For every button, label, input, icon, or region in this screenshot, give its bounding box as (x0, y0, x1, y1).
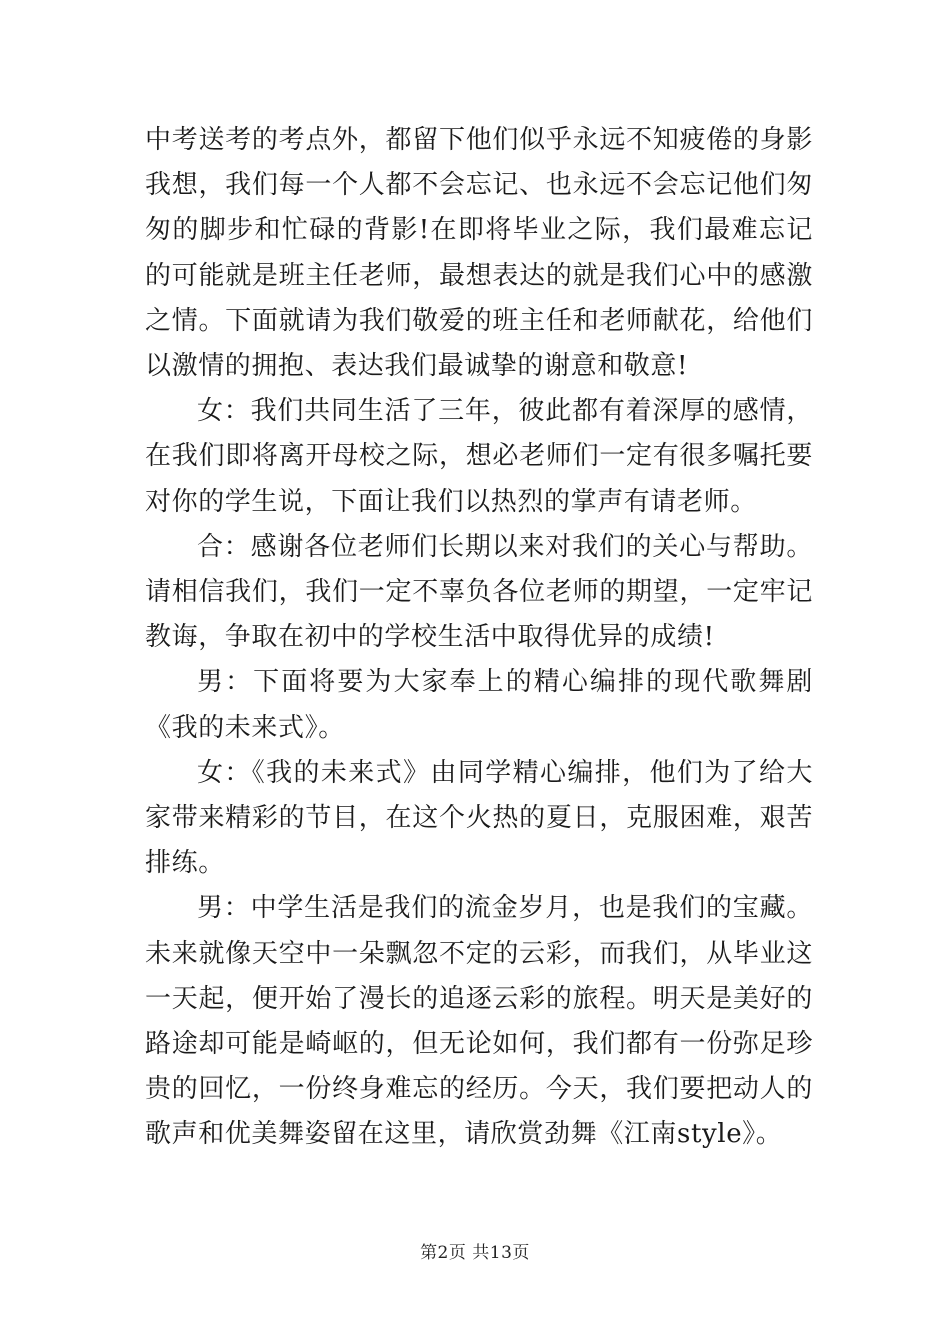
paragraph-male-host-1: 男：下面将要为大家奉上的精心编排的现代歌舞剧《我的未来式》。 (145, 667, 813, 743)
paragraph-male-host-2: 男：中学生活是我们的流金岁月，也是我们的宝藏。未来就像天空中一朵飘忽不定的云彩，而我们，从毕业这一天起，便开始了漫长的追逐云彩的旅程。明天是美好的路途却可能是崎岖的，但无论如何，我们都有一份弥足珍贵的回忆，一份终身难忘的经历。今天，我们要把动人的歌声和优美舞姿留在这里，请欣赏劲舞《江南style》。 (145, 893, 813, 1150)
paragraph-together: 合：感谢各位老师们长期以来对我们的关心与帮助。请相信我们，我们一定不辜负各位老师的期望，一定牢记教诲，争取在初中的学校生活中取得优异的成绩! (145, 531, 813, 653)
paragraph-intro: 中考送考的考点外，都留下他们似乎永远不知疲倦的身影我想，我们每一个人都不会忘记、也永远不会忘记他们匆匆的脚步和忙碌的背影!在即将毕业之际，我们最难忘记的可能就是班主任老师，最想表达的就是我们心中的感激之情。下面就请为我们敬爱的班主任和老师献花，给他们以激情的拥抱、表达我们最诚挚的谢意和敬意! (145, 125, 813, 382)
paragraph-female-host-2: 女：《我的未来式》由同学精心编排，他们为了给大家带来精彩的节目，在这个火热的夏日，克服困难，艰苦排练。 (145, 757, 813, 879)
paragraph-female-host-1: 女：我们共同生活了三年，彼此都有着深厚的感情，在我们即将离开母校之际，想必老师们一定有很多嘱托要对你的学生说，下面让我们以热烈的掌声有请老师。 (145, 396, 813, 517)
document-body (145, 118, 813, 1158)
page-number-footer: 第2页 共13页 (420, 1243, 530, 1263)
